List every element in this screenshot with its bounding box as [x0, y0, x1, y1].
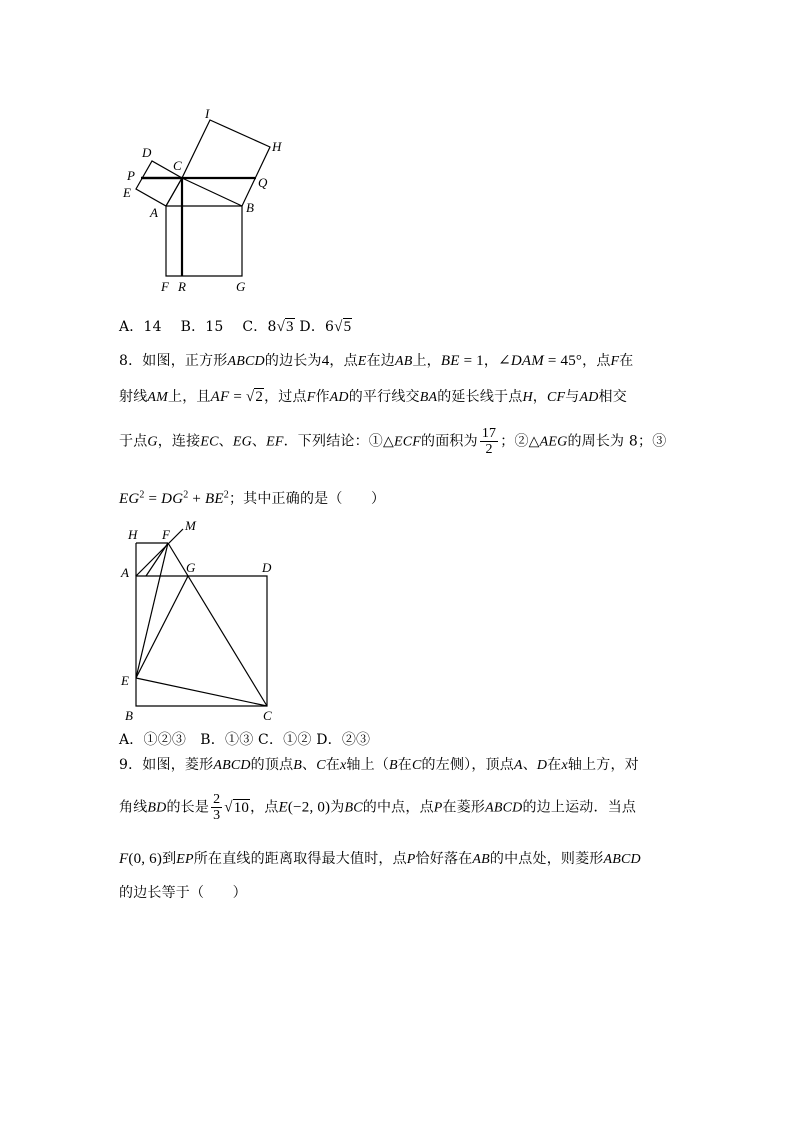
fig2-label-b: B [125, 708, 133, 723]
fig2-label-f: F [162, 527, 170, 542]
fig2-label-c: C [263, 708, 272, 723]
fig1-label-q: Q [258, 175, 268, 190]
fig1-label-e: E [123, 185, 131, 200]
fig1-label-f: F [161, 279, 169, 294]
fig2-label-m: M [185, 518, 196, 533]
q7-option-d: D．6√5 [299, 319, 352, 335]
fig1-label-a: A [150, 205, 158, 220]
ray-am [136, 529, 183, 576]
figure-pythagoras [110, 100, 310, 300]
fig1-label-i: I [205, 106, 210, 121]
fig1-label-d: D [142, 145, 152, 160]
fig1-label-b: B [246, 200, 254, 215]
q7-option-a: A．14 [119, 319, 162, 335]
fig1-label-h: H [272, 139, 282, 154]
q7-option-c: C．8√3 [242, 319, 294, 335]
fig2-label-d: D [262, 560, 272, 575]
fig1-label-p: P [127, 168, 135, 183]
fig1-label-r: R [178, 279, 186, 294]
square-cbhi [182, 120, 270, 206]
q8-line-3: 于点G，连接EC、EG、EF．下列结论：①△ECF的面积为 $\frac{17}{2}$ ；②△AEG的周长为 8；③ [119, 426, 667, 457]
fig2-label-e: E [121, 673, 129, 688]
q7-option-b: B．15 [180, 319, 224, 335]
q9-line-2: 角线BD的长是 $\frac{2}{3}$ √10，点E(−2, 0)为BC的中点，点P在菱形ABCD的边上运动．当点 [119, 792, 637, 823]
q9-line-1: 9．如图，菱形ABCD的顶点B、C在x轴上（B在C的左侧），顶点A、D在x轴上方，对 [119, 757, 639, 773]
q8-line-4: $EG^2 = DG^2 + BE^2$；其中正确的是（ ） [119, 489, 386, 507]
q9-line-3: F(0, 6)到EP所在直线的距离取得最大值时，点P恰好落在AB的中点处，则菱形ABCD [119, 851, 641, 867]
fraction-2-3: $\frac{2}{3}$ [213, 792, 221, 823]
fig2-label-a: A [121, 565, 129, 580]
fig1-label-g: G [236, 279, 246, 294]
fig2-label-g: G [186, 560, 196, 575]
segment-fc [168, 543, 267, 706]
figure-square-abcd [115, 515, 290, 725]
fig1-label-c: C [173, 158, 182, 173]
segment-ef [136, 543, 168, 678]
q9-line-4: 的边长等于（ ） [119, 885, 247, 901]
q8-options: A．①②③ B．①③ C．①② D．②③ [119, 732, 371, 748]
q8-line-2: 射线AM上，且AF = √2，过点F作AD的平行线交BA的延长线于点H，CF与AD相交 [119, 389, 627, 405]
fig2-label-h: H [128, 527, 138, 542]
q8-line-1: 8．如图，正方形ABCD的边长为4，点E在边AB上，BE = 1，∠DAM = 45°，点F在 [119, 353, 634, 369]
q7-options [119, 316, 352, 336]
fraction-17-2: $\frac{17}{2}$ [481, 426, 497, 457]
square-abgf [166, 206, 242, 276]
segment-eg [136, 576, 188, 678]
segment-ec [136, 678, 267, 706]
